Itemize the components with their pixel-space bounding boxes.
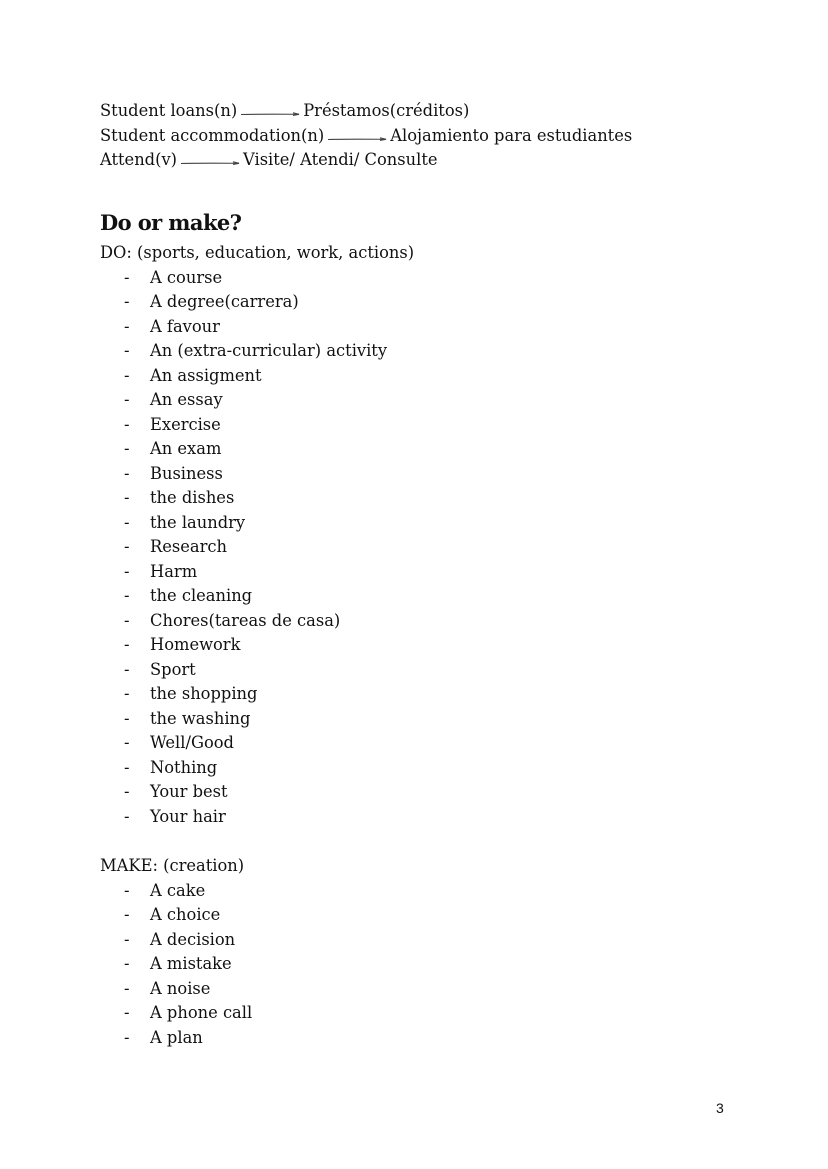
vocab-line <box>100 124 632 149</box>
bullet-dash: - <box>124 365 130 385</box>
list-item-text: A favour <box>150 316 220 336</box>
bullet-dash: - <box>124 880 130 900</box>
list-item-text: Business <box>150 463 223 483</box>
bullet-dash: - <box>124 1027 130 1047</box>
bullet-dash: - <box>124 390 130 409</box>
arrow-icon <box>326 124 388 149</box>
list-item-text: A cake <box>150 880 206 900</box>
bullet-dash: - <box>124 635 130 654</box>
list-item-text: Chores(tareas de casa) <box>150 610 341 630</box>
list-item-text: An exam <box>150 439 222 458</box>
bullet-dash: - <box>124 659 130 679</box>
vocab-term: Student loans(n) <box>100 101 238 120</box>
list-item-text: A plan <box>150 1027 203 1047</box>
list-item-text: the washing <box>150 708 251 728</box>
list-item-text: Harm <box>150 561 198 581</box>
bullet-dash: - <box>124 1003 130 1022</box>
bullet-dash: - <box>124 978 130 998</box>
list-item-text: A course <box>150 267 223 287</box>
bullet-dash: - <box>124 954 130 973</box>
bullet-dash: - <box>124 806 130 826</box>
list-item-text: the cleaning <box>150 586 253 605</box>
arrow-icon <box>179 148 241 173</box>
list-item-text: A noise <box>150 978 211 998</box>
bullet-dash: - <box>124 708 130 728</box>
vocab-translation: Alojamiento para estudiantes <box>390 125 633 145</box>
bullet-dash: - <box>124 316 130 336</box>
vocab-translation: Préstamos(créditos) <box>303 101 470 120</box>
do-section-label: DO: (sports, education, work, actions) <box>100 243 415 262</box>
bullet-dash: - <box>124 488 130 507</box>
vocab-term: Student accommodation(n) <box>100 125 325 145</box>
page-number: 3 <box>716 1100 724 1116</box>
bullet-dash: - <box>124 414 130 434</box>
bullet-dash: - <box>124 905 130 924</box>
bullet-dash: - <box>124 929 130 949</box>
bullet-dash: - <box>124 463 130 483</box>
section-heading: Do or make? <box>100 210 242 235</box>
list-item-text: Research <box>150 537 227 556</box>
list-item-text: Homework <box>150 635 241 654</box>
list-item-text: Well/Good <box>150 733 234 752</box>
vocab-line <box>100 99 632 124</box>
list-item-text: Your hair <box>150 806 226 826</box>
arrow-icon <box>239 99 301 124</box>
list-item-text: the dishes <box>150 488 235 507</box>
list-item-text: Your best <box>150 782 228 801</box>
bullet-dash: - <box>124 512 130 532</box>
vocabulary-list <box>100 99 632 173</box>
bullet-dash: - <box>124 757 130 777</box>
bullet-dash: - <box>124 684 130 703</box>
bullet-dash: - <box>124 561 130 581</box>
bullet-dash: - <box>124 267 130 287</box>
list-item-text: An assigment <box>150 365 262 385</box>
list-item-text: the laundry <box>150 512 246 532</box>
list-item-text: A mistake <box>150 954 232 973</box>
list-item-text: the shopping <box>150 684 258 703</box>
bullet-dash: - <box>124 341 130 360</box>
bullet-dash: - <box>124 586 130 605</box>
bullet-dash: - <box>124 782 130 801</box>
list-item-text: An essay <box>150 390 223 409</box>
vocab-term: Attend(v) <box>100 150 178 169</box>
list-item-text: Sport <box>150 659 196 679</box>
list-item-text: A choice <box>150 905 221 924</box>
list-item-text: Exercise <box>150 414 221 434</box>
vocab-line <box>100 148 632 173</box>
bullet-dash: - <box>124 733 130 752</box>
bullet-dash: - <box>124 537 130 556</box>
bullet-dash: - <box>124 439 130 458</box>
list-item-text: An (extra-curricular) activity <box>150 341 388 360</box>
list-item-text: A degree(carrera) <box>150 292 299 311</box>
bullet-dash: - <box>124 610 130 630</box>
list-item-text: A phone call <box>150 1003 253 1022</box>
bullet-dash: - <box>124 292 130 311</box>
vocab-translation: Visite/ Atendi/ Consulte <box>243 150 438 169</box>
list-item-text: Nothing <box>150 757 218 777</box>
make-section-label: MAKE: (creation) <box>100 856 245 875</box>
list-item-text: A decision <box>150 929 236 949</box>
